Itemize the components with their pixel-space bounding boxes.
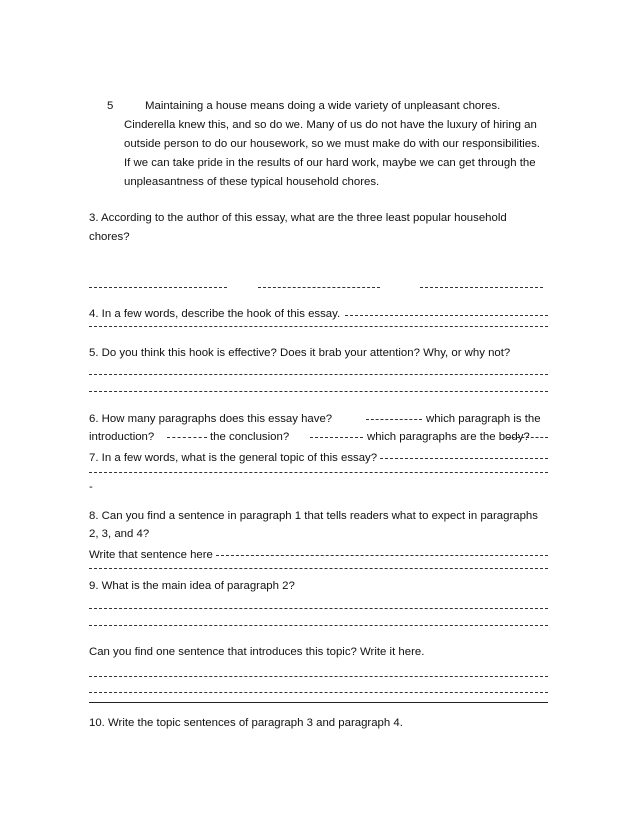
question-9-followup: Can you find one sentence that introduces this topic? Write it here. bbox=[89, 646, 425, 658]
answer-line[interactable] bbox=[89, 287, 227, 288]
answer-line[interactable] bbox=[507, 437, 548, 438]
answer-line[interactable] bbox=[310, 437, 363, 438]
question-9: 9. What is the main idea of paragraph 2? bbox=[89, 580, 295, 592]
question-6-text: the conclusion? bbox=[210, 431, 290, 443]
answer-line[interactable] bbox=[380, 458, 548, 459]
answer-line[interactable] bbox=[345, 315, 548, 316]
paragraph-line: If we can take pride in the results of our hard work, maybe we can get through the bbox=[124, 157, 536, 169]
paragraph-line: Cinderella knew this, and so do we. Many of us do not have the luxury of hiring an bbox=[124, 119, 537, 131]
question-6-text: introduction? bbox=[89, 431, 155, 443]
answer-line[interactable] bbox=[366, 419, 422, 420]
question-10: 10. Write the topic sentences of paragraph 3 and paragraph 4. bbox=[89, 717, 403, 729]
answer-line[interactable] bbox=[89, 692, 548, 693]
divider bbox=[89, 702, 548, 703]
question-6-text: which paragraph is the bbox=[426, 413, 541, 425]
answer-line[interactable] bbox=[167, 437, 207, 438]
paragraph-line: Maintaining a house means doing a wide variety of unpleasant chores. bbox=[145, 100, 501, 112]
paragraph-number: 5 bbox=[107, 100, 114, 112]
answer-line[interactable] bbox=[258, 287, 380, 288]
answer-line[interactable] bbox=[216, 555, 548, 556]
question-7: 7. In a few words, what is the general topic of this essay? bbox=[89, 452, 378, 464]
question-4: 4. In a few words, describe the hook of this essay. bbox=[89, 308, 341, 320]
answer-line[interactable] bbox=[89, 608, 548, 609]
paragraph-line: unpleasantness of these typical household chores. bbox=[124, 176, 380, 188]
question-3-continued: chores? bbox=[89, 231, 130, 243]
answer-line[interactable] bbox=[89, 326, 548, 327]
answer-line[interactable] bbox=[89, 568, 548, 569]
paragraph-line: outside person to do our housework, so we must make do with our responsibilities. bbox=[124, 138, 540, 150]
answer-line[interactable] bbox=[89, 625, 548, 626]
stray-dash: - bbox=[89, 481, 93, 493]
question-8-prompt: Write that sentence here bbox=[89, 549, 213, 561]
answer-line[interactable] bbox=[89, 374, 548, 375]
answer-line[interactable] bbox=[420, 287, 543, 288]
answer-line[interactable] bbox=[89, 391, 548, 392]
question-8-continued: 2, 3, and 4? bbox=[89, 528, 150, 540]
question-6: 6. How many paragraphs does this essay have? bbox=[89, 413, 333, 425]
question-8: 8. Can you find a sentence in paragraph 1 that tells readers what to expect in paragraphs bbox=[89, 510, 538, 522]
answer-line[interactable] bbox=[89, 472, 548, 473]
answer-line[interactable] bbox=[89, 676, 548, 677]
question-3: 3. According to the author of this essay, what are the three least popular household bbox=[89, 212, 507, 224]
question-5: 5. Do you think this hook is effective? Does it brab your attention? Why, or why not? bbox=[89, 347, 511, 359]
question-6-text: which paragraphs are the body? bbox=[367, 431, 530, 443]
